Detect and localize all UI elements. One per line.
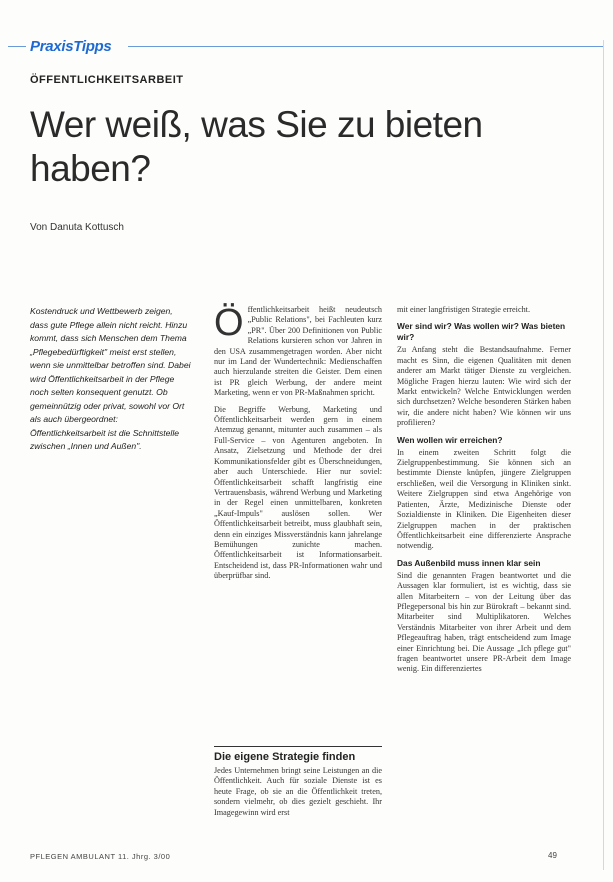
header-rule [128,46,603,47]
drop-cap: Ö [214,302,244,344]
subheading: Das Außenbild muss innen klar sein [397,557,541,568]
paragraph-text: ffentlichkeitsarbeit heißt neudeutsch „Public Relations", bei Fachleuten kurz „PR". Über 200 Definitionen von Public Relations kursieren schon vor Jahren in den USA zusammengetragen worden. Aber nicht nur im Land der Wundertechnik: Medienschaffen auch hierzulande streiten die Geister. Dem einen ist PR gleich Werbung, der andere meint Marketing, wenn er von PR-Maßnahmen spricht. [214,305,382,398]
column-2 [214,302,382,588]
rubric-label: ÖFFENTLICHKEITSARBEIT [30,74,184,86]
paragraph: Zu Anfang steht die Bestandsaufnahme. Ferner macht es Sinn, die eigenen Qualitäten mit denen anderer am Markt tätiger Dienste zu vergleichen. Mögliche Fragen hierzu lauten: Wie wird sich der Markt entwickeln? Welche Entwicklungen werden sich durchsetzen? Welche besonderen Stärken haben wir, die andere nicht haben? Wie können wir uns profilieren? [397,345,571,428]
author-line: Von Danuta Kottusch [30,222,124,233]
paragraph: In einem zweiten Schritt folgt die Zielgruppenbestimmung. Sie können sich an bestimmte Dienste knüpfen, jüngere Zielgruppen erschließen, weil die Versorgung in Kliniken sinkt. Weitere Zielgruppen sind etwa Angehörige von Patienten, Ärzte, Medizinische Dienste oder Sozialdienste in Kliniken. Die Eigenheiten dieser Zielgruppen machen in der praktischen Öffentlichkeitsarbeit eine differenzierte Ansprache notwendig. [397,447,571,551]
article-teaser: Kostendruck und Wettbewerb zeigen, dass gute Pflege allein nicht reicht. Hinzu kommt, dass sich Menschen dem Thema „Pflegebedürftigkeit" meist erst stellen, wenn sie unmittelbar betroffen sind. Dabei wird Öffentlichkeitsarbeit in der Pflege noch selten konsequent genutzt. Ob gemeinnützig oder privat, sowohl vor Ort als auch übergeordnet: Öffentlichkeitsarbeit ist die Schnittstelle zwischen „Innen und Außen". [30,306,191,451]
paragraph: Jedes Unternehmen bringt seine Leistungen an die Öffentlichkeit. Auch für soziale Dienste ist es heute Frage, ob sie an die Öffentlichkeit treten, sondern vielmehr, ob dies gezielt geschieht. Ihr Imagegewinn wird erst [214,766,382,817]
page-edge-rule [603,40,604,870]
subheading: Wer sind wir? Was wollen wir? Was bieten wir? [397,321,566,343]
subheading: Wen wollen wir erreichen? [397,434,503,445]
article-headline: Wer weiß, was Sie zu bieten haben? [30,104,483,189]
paragraph: mit einer langfristigen Strategie erreicht. [397,305,530,314]
column-2-lower [214,766,382,824]
paragraph [214,302,382,399]
header-rule-left [8,46,26,47]
page-number: 49 [548,851,557,860]
footer-publication: PFLEGEN AMBULANT 11. Jhrg. 3/00 [30,852,171,861]
subsection-heading: Die eigene Strategie finden [214,746,382,763]
paragraph: Sind die genannten Fragen beantwortet und die Aussagen klar formuliert, ist es wichtig, dass sie allen Mitarbeitern – von der Leitung über das Pflegepersonal bis hin zur Bürokraft – bekannt sind. Mitarbeiter sind Multiplikatoren. Welches Verständnis Mitarbeiter von ihrer Arbeit und dem Pflegeauftrag haben, trägt entscheidend zum Image einer Einrichtung bei. Die Aussage „Ich pflege gut" fragen beantwortet unsere PR-Arbeit dem Image wenig. Ein differenziertes [397,570,571,674]
paragraph: Die Begriffe Werbung, Marketing und Öffentlichkeitsarbeit werden gern in einem Atemzug genannt, mitunter auch zusammen – als Full-Service – von Agenturen angeboten. In Ansatz, Zielsetzung und Methode der drei Kommunikationsfelder gibt es Überschneidungen, aber auch Unterschiede. Hier nur soviel: Öffentlichkeitsarbeit schafft langfristig eine Vertrauensbasis, während Werbung und Marketing in der Regel einen unmittelbaren, konkreten „Kauf-Impuls" auslösen sollen. Wer Öffentlichkeitsarbeit betreibt, muss glaubhaft sein, denn ein einziges Missverständnis kann jahrelange Bemühungen zunichte machen. Öffentlichkeitsarbeit ist Informationsarbeit. Entscheidend ist, dass PR-Informationen wahr und überprüfbar sind. [214,404,382,581]
section-brand: PraxisTipps [30,38,112,55]
column-3 [397,305,571,681]
